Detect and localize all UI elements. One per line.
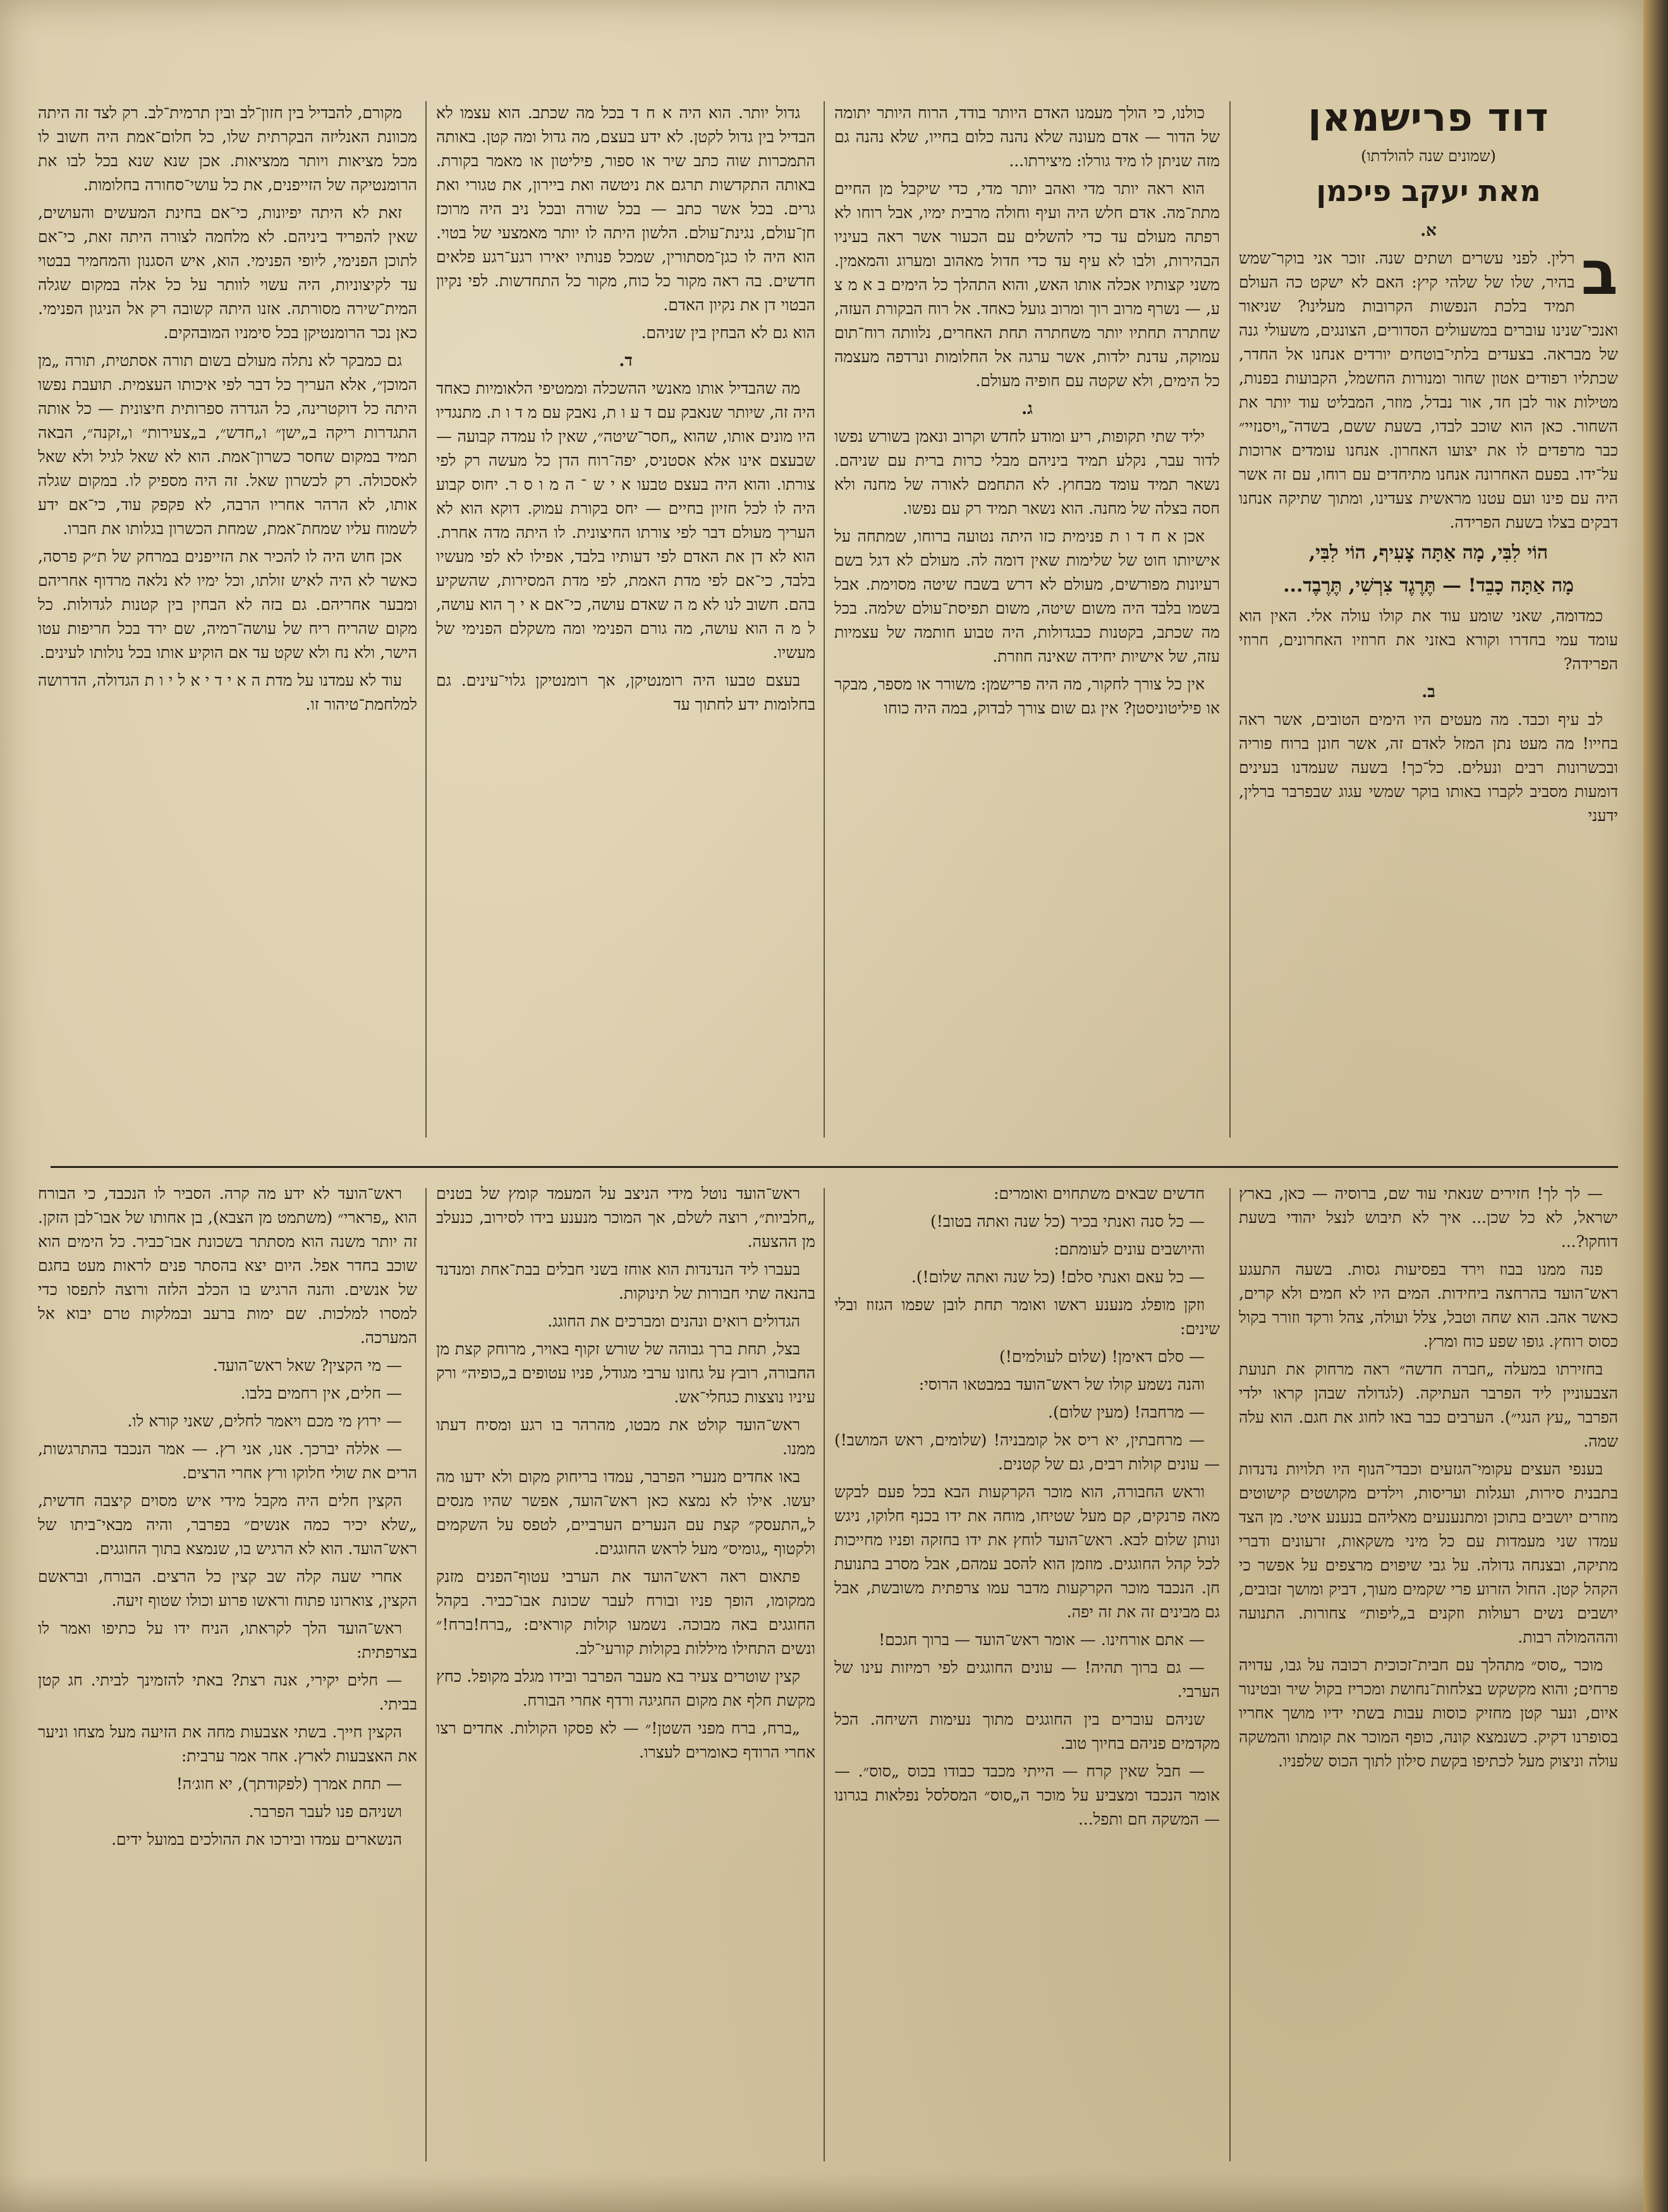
column-rule [425, 1188, 427, 2161]
paragraph: — מרחבתין, יא ריס אל קומבניה! (שלומים, ראש המושב!) — עונים קולות רבים, גם של קטנים. [834, 1431, 1220, 1473]
column-4 [38, 101, 417, 1150]
paragraph: הקצין חייך. בשתי אצבעות מחה את הזיעה מעל מצחו וניער את האצבעות לארץ. אחר אמר ערבית: [38, 1723, 417, 1765]
section-heading: ג. [1021, 399, 1033, 418]
paragraph: אכן א ח ד ו ת פנימית כזו היתה נטועה ברוחו, שמתחה על אישיותו חוט של שלימות שאין דומה לה. מעולם לא דגל בשם רעיונות מפורשים, מעולם לא דרש בשבח שיטה מסוימת. אבל בשמו בלבד היה משום שיטה, משום תפיסת־עולם שלמה. בכל מה שכתב, בקטנות כבגדולות, היה טבוע חותמה של עצמיות עזה, של אישיות יחידה שאינה חוזרת. [834, 527, 1220, 665]
paragraph: — כל עאם ואנתי סלם! (כל שנה ואתה שלום!). [911, 1268, 1205, 1286]
paragraph: פתאום ראה ראש־הועד את הערבי עטוף־הפנים מזנק ממקומו, הופך פניו ובורח לעבר שכונת אבו־כביר. בקהל החוגגים באה מבוכה. נשמעו קולות קוראים: „ברח!ברח!״ ונשים התחילו מיללות בקולות קורעי־לב. [436, 1567, 815, 1658]
column-rule [824, 101, 825, 1138]
paragraph: ראש־הועד נוטל מידי הניצב על המעמד קומץ של בטנים „חלביות״, רוצה לשלם, אך המוכר מנענע בידו לסירוב, כנעלב מן ההצעה. [436, 1184, 815, 1251]
lower-column-3 [436, 1182, 815, 2168]
paragraph: „ברח, ברח מפני השטן!״ — לא פסקו הקולות. אחדים רצו אחרי הרודף כאומרים לעצרו. [436, 1719, 815, 1761]
column-rule [1229, 101, 1231, 1138]
paragraph: וראש החבורה, הוא מוכר הקרקעות הבא בכל פעם לבקש מאה פרנקים, קם מעל שטיחו, מוחה את ידו בכנף חלוקו, ניגש ונותן שלום לבא. ראש־הועד לוחץ את ידו בחזקה ופניו מחייכות לכל קהל החוגגים. מוזמן הוא להסב עמהם, אבל מסרב בתנועת חן. הנכבד מוכר הקרקעות מדבר עמו צרפתית משובשת, אבל גם מבינים זה את זה יפה. [834, 1483, 1220, 1621]
paragraph: בענפי העצים עקומי־הגזעים וכבדי־הנוף היו תלויות נדנדות בתבנית סירות, ועגלות ועריסות, וילדים מקושטים קישוטים מוזרים יושבים בתוכן ומתנענעים מאליהם בנענע איטי. מן הצד עמדו שני מעמדות עם כל מיני משקאות, זרעונים ודברי מתיקה, ובצנחה גדולה. על גבי שיפוים מרצפים על אפשר כי הקהל קטן. החול הזרוע פרי שקמים מעוך, דביק ומושך זבובים, יושבים נשים רעולות וזקנים ב„ליפות״ צחורות. התנועה והההמולה רבות. [1239, 1460, 1618, 1646]
column-rule [1229, 1188, 1231, 2161]
paragraph: ושניהם פנו לעבר הפרבר. [248, 1802, 402, 1821]
paragraph: ראש־הועד לא ידע מה קרה. הסביר לו הנכבד, כי הבורח הוא „פרארי״ (משתמט מן הצבא), בן אחותו של אבו־לבן הזקן. זה יותר משנה הוא מסתתר בשכונת אבו־כביר. כל הימים הוא שוכב בחדר אפל. היום יצא בהסתר פנים לראות מעט בחגם של אנשים. והנה הרגיש בו הכלב הלזה ורוצה לתפסו כדי למסרו למלכות. שם ימות ברעב ובמלקות טרם יבוא אל המערכה. [38, 1184, 417, 1347]
lower-column-2 [834, 1182, 1220, 2168]
article-author: מאת יעקב פיכמן [1316, 174, 1541, 208]
paragraph: והנה נשמע קולו של ראש־הועד במבטאו הרוסי: [918, 1375, 1205, 1394]
section-heading: ד. [619, 351, 633, 370]
paragraph: בעברו ליד הנדנדות הוא אוחז בשני חבלים בבת־אחת ומנדנד בהנאה שתי חבורות של תינוקות. [436, 1260, 815, 1303]
paragraph [1239, 238, 1618, 535]
section-divider [51, 1166, 1618, 1168]
verse-line: הוֹי לִבִּי, מָה אַתָּה צָעִיף, הוֹי לִבִּי, [1308, 542, 1549, 564]
lower-column-4 [38, 1182, 417, 2168]
section-heading: א. [1420, 221, 1437, 240]
paragraph: — תחת אמרך (לפקודתך), יא חוג׳ה! [176, 1775, 402, 1793]
lower-column-1 [1239, 1182, 1618, 2168]
article-title: דוד פרישמאן [1308, 95, 1549, 140]
section-heading: ב. [1421, 683, 1435, 702]
column-rule [824, 1188, 825, 2161]
paragraph: שניהם עוברים בין החוגגים מתוך נעימות השיחה. הכל מקדמים פניהם בחיוך טוב. [834, 1710, 1220, 1753]
paragraph: הוא ראה יותר מדי ואהב יותר מדי, כדי שיקבל מן החיים מתת־מה. אדם חלש היה ועיף וחולה מרבית ימיו, אבל רוחו לא רפתה מעולם עד כדי להשלים עם הכעור אשר ראה בעיניו הבהירות, ולבו לא עיף עד כדי חדול מאהוב ומערוג והמאמין. משני קצותיו אכלה אותו האש, והוא התהלך כל הימים ב א מ צ ע, — נשרף מרוב רוך ומרוב גועל כאחד. אל רוח הבקורת העזה, שחתרה תחתיו יותר משחתרה תחת האחרים, נלוותה רוח־תום עמוקה, עדנת ילדות, אשר ערגה אל החלומות ונרדפה מעצמה כל הימים, ולא שקטה עם חופיה מעולם. [834, 179, 1220, 390]
paragraph: פנה ממנו בבוז וירד בפסיעות גסות. בשעה התעגע ראש־הועד בהרחצה ביחידות. המים היו לא חמים ולא קרים, כאשר אהב. הוא שחה וטבל, צלל ועולה, צהל ורקד וזורר בקול כסוס רוחץ. גופו שפע כוח ומרץ. [1239, 1260, 1618, 1351]
column-1 [1239, 95, 1618, 1150]
paragraph: — גם ברוך תהיה! — עונים החוגגים לפי רמיזות עינו של הערבי. [834, 1658, 1220, 1701]
paragraph: חדשים שבאים משתחוים ואומרים: [993, 1184, 1205, 1203]
paragraph: כמדומה, שאני שומע עוד את קולו עולה אלי. האין הוא עומד עמי בחדרו וקורא באזני את חרוזיו האחרונים, חרוזי הפרידה? [1239, 607, 1618, 673]
paragraph: אחרי שעה קלה שב קצין כל הרצים. הבורח, ובראשם הקצין, צוארונו פתוח וראשו פרוע וכולו שטוף זיעה. [38, 1567, 417, 1610]
paragraph: עוד לא עמדנו על מדת ה א י ד י א ל י ו ת הגדולה, הדרושה למלחמת־טיהור זו. [38, 671, 417, 714]
paragraph: — מי הקצין? שאל ראש־הועד. [212, 1356, 402, 1375]
paragraph: ראש־הועד הלך לקראתו, הניח ידו על כתיפו ואמר לו בצרפתית: [38, 1619, 417, 1662]
paragraph: — מרחבה! (מעין שלום). [1048, 1403, 1205, 1421]
paragraph: מקורם, להבדיל בין חזון־לב ובין תרמית־לב. רק לצד זה היתה מכוונת האנליזה הבקרתית שלו, כל חלום־אמת היה חשוב לו מכל מציאות ויותר ממציאות. אכן שנא שנא בכל לבו את הרומנטיקה של הזייפנים, את כל עושי־סחורה בחלומות. [38, 104, 417, 194]
paragraph: הגדולים רואים ונהנים ומברכים את החוגג. [547, 1312, 800, 1330]
paragraph: גם כמבקר לא נתלה מעולם בשום תורה אסתטית, תורה „מן המוכן״, אלא העריך כל דבר לפי איכותו העצמית. תועבת נפשו היתה כל דוקטרינה, כל הגדרה ספרותית חיצונית — כל אותה התגדרות ריקה ב„ישן״ ו„חדש״, ב„צעירות״ ו„זקנה״, הבאה תמיד במקום שחסר כשרון־אמת. הוא לא שאל לגיל ולא שאל לאסכולה. רק לכשרון שאל. זה היה מספיק לו. במקום שגלה אותו, לא הרהר אחריו הרבה, לא פקפק עוד, כי־אם ידע לשמוח עליו שמחת־אמת, שמחת הכשרון בגלותו את חברו. [38, 351, 417, 538]
paragraph: — סלם דאימן! (שלום לעולמים!) [999, 1347, 1205, 1366]
paragraph: — חלים יקירי, אנה רצת? באתי להזמינך לביתי. חג קטן בביתי. [38, 1671, 417, 1713]
paragraph: — חלים, אין רחמים בלבו. [240, 1384, 402, 1402]
paragraph: — אתם אורחינו. — אומר ראש־הועד — ברוך חגכם! [879, 1631, 1205, 1649]
paragraph: יליד שתי תקופות, ריע ומודע לחדש וקרוב ונאמן בשורש נפשו לדור עבר, נקלע תמיד ביניהם מבלי כרות ברית עם שניהם. נשאר תמיד עומד מבחוץ. לא התחמם לאורה של מחנה ולא חסה בצלה של מחנה. הוא נשאר תמיד רק עם נפשו. [834, 427, 1220, 518]
paragraph: והיושבים עונים לעומתם: [1054, 1240, 1205, 1258]
drop-cap: ב [1581, 238, 1618, 308]
paragraph: זאת לא היתה יפיונות, כי־אם בחינת המעשים והעושים, שאין להפריד ביניהם. לא מלחמה לצורה היתה זאת, כי־אם לתוכן הפנימי, ליופי הפנימי. הוא, איש הסגנון והמחמיר בבטוי עד לקיצוניות, היה עשוי לוותר על כל אלה במקום שגלה המית־שירה מסורתה. אזנו היתה קשובה רק אל הניגון הפנימי. כאן נכר הרומנטיקן בכל סימניו המובהקים. [38, 204, 417, 342]
paragraph: גדול יותר. הוא היה א ח ד בכל מה שכתב. הוא עצמו לא הבדיל בין גדול לקטן. לא ידע בעצם, מה גדול ומה קטן. באותה התמכרות שוה כתב שיר או ספור, פיליטון או מאמר בקורת. באותה התקדשות תרגם את ניטשה ואת ביירון, את טגורי ואת גרים. בכל אשר כתב — בכל שורה ובכל ניב היה מרוכז חן־עולם, נגינת־עולם. הלשון היתה לו יותר מאמצעי של בטוי. הוא היה לו כגן־מסתורין, שמכל פנותיו יאירו רגע־רגע פלאים חדשים. בה ראה מקור כל כוח, מקור כל התחדשות. לפי נקיון הבטוי דן את נקיון האדם. [436, 104, 815, 314]
paragraph: — לך לך! חזירים שנאתי עוד שם, ברוסיה — כאן, בארץ ישראל, לא כל שכן... איך לא תיבוש לנצל יהודי בשעת דוחקו?... [1239, 1184, 1618, 1251]
column-3 [436, 101, 815, 1150]
paragraph: וזקן מופלג מנענע ראשו ואומר תחת לובן שפמו הגזוז ובלי שינים: [834, 1296, 1220, 1338]
paragraph: בעצם טבעו היה רומנטיקן, אך רומנטיקן גלוי־עינים. גם בחלומות ידע לחתוך עד [436, 671, 815, 714]
paragraph-text: רלין. לפני עשרים ושתים שנה. זוכר אני בוקר־שמש בהיר, שלו של שלהי קיץ: האם לא ישקט כה העולם תמיד בלכת הנפשות הקרובות מעלינו? שניאור ואנכי־שנינו עוברים במשעולים הסדורים, הצונגים, משעולי גנה של מבראה. בצעדים בלתי־בוטחים יורדים אנחנו אל החדר, שכתליו רפודים אטון שחור ומנורות החשמל, הקבועות בפנות, מטילות אור לבן חד, אור נבדל, מוזר, המבליט עוד יותר את השחור. כאן הוא שוכב לבדו, בשעת ששם, בשדה־„ויסנזיי״ כבר מרפדים לו את יצועו האחרון. אנחנו עומדים ארוכות על־ידו. בפעם האחרונה אנחנו מתיחדים עם רוחו, עם זה אשר היה עם פינו ועם עטנו מראשית צעדינו, ומתוך שתיקה אנחנו דבקים בצלו בשעת הפרידה. [1239, 249, 1618, 532]
paragraph: — חבל שאין קרח — הייתי מכבד כבודו בכוס „סוס״. — אומר הנכבד ומצביע על מוכר ה„סוס״ המסלסל נפלאות בגרונו — המשקה חם ותפל... [834, 1762, 1220, 1828]
paragraph: קצין שוטרים צעיר בא מעבר הפרבר ובידו מגלב מקופל. כחץ מקשת חלף את מקום החגיגה ורדף אחרי הבורח. [436, 1667, 815, 1710]
column-2 [834, 101, 1220, 1150]
paragraph: ראש־הועד קולט את מבטו, מהרהר בו רגע ומסיח דעתו ממנו. [436, 1416, 815, 1458]
paragraph: אכן חוש היה לו להכיר את הזייפנים במרחק של ת״ק פרסה, כאשר לא היה לאיש זולתו, וכל ימיו לא נלאה מרדוף אחריהם ומבער אחריהם. גם בזה לא הבחין בין קטנות לגדולות. כל מקום שהריח ריח של עושה־רמיה, שם ירד בכל חריפות עטו הישר, ולא נח ולא שקט עד אם הוקיע אותו בכל נולותו לעינים. [38, 547, 417, 662]
paragraph: בחזירתו במעלה „חברה חדשה״ ראה מרחוק את תנועת הצבעוניין ליד הפרבר העתיקה. (לגדולה שבהן קראו ילדי הפרבר „עץ הנגי״). הערבים כבר באו לחוג את חגם. הוא עלה שמה. [1239, 1360, 1618, 1450]
article-subtitle: (שמונים שנה להולדתו) [1361, 147, 1496, 165]
verse-line: מָה אַתָּה כָבֵד! — תֶּרֶגֶד צִרְשִׁי, תֶּרֶבֶד... [1283, 574, 1574, 597]
paragraph: — ירוץ מי מכם ויאמר לחלים, שאני קורא לו. [127, 1412, 402, 1430]
paragraph: — כל סנה ואנתי בכיר (כל שנה ואתה בטוב!) [930, 1212, 1205, 1231]
paragraph: הנשארים עמדו ובירכו את ההולכים במועל ידים. [111, 1830, 402, 1849]
paragraph: הוא גם לא הבחין בין שניהם. [641, 324, 815, 342]
paragraph: באו אחדים מנערי הפרבר, עמדו בריחוק מקום ולא ידעו מה יעשו. אילו לא נמצא כאן ראש־הועד, אפשר שהיו מנסים ל„התעסק״ קצת עם הנערים הערביים, לטפס על השקמים ולקטוף „גומיס״ מעל לראש החוגגים. [436, 1468, 815, 1558]
paragraph: מוכר „סוס״ מתהלך עם חבית־זכוכית רכובה על גבו, עדויה פרחים; והוא מקשקש בצלחות־נחושת ומכריז בקול שיר ובטינור איום, ונער קטן מחזיק כוסות עבות בשתי ידיו מושך אחריו בסופרנו דקיק. כשנמצא קונה, כופף המוכר את קומתו והמשקה עולה וניצוק מעל לכתיפו בקשת סילון לתוך הכוס שלפניו. [1239, 1656, 1618, 1770]
paragraph: אין כל צורך לחקור, מה היה פרישמן: משורר או מספר, מבקר או פיליטוניסטן? אין גם שום צורך לבדוק, במה היה כוחו [834, 675, 1220, 717]
paragraph: מה שהבדיל אותו מאנשי ההשכלה וממטיפי הלאומיות כאחד היה זה, שיותר שנאבק עם ד ע ו ת, נאבק עם מ ד ו ת. מתנגדיו היו מונים אותו, שהוא „חסר־שיטה״, שאין לו עמדה קבועה — שבעצם אינו אלא אסטניס, יפה־רוח הדן כל מעשה רק לפי צורתו. והוא היה בעצם טבעו א י ש ־ ה מ ו ס ר. יחוס קבוע היה לו לכל חזיון בחיים — יחס בקורת עמוק. דוקא הוא לא העריך מעולם דבר לפי צורתו החיצונית. לו היתה מדה אחרת. הוא לא דן את האדם לפי דעותיו בלבד, אפילו לא לפי מעשיו בלבד, כי־אם לפי מדת האמת, לפי מדת המסירות, שהשקיע בהם. חשוב לנו לא מ ה שאדם עושה, כי־אם א י ך הוא עושה, ל מ ה הוא עושה, מה גורם הפנימי ומה משקלם הפנימי של מעשיו. [436, 379, 815, 662]
paragraph: כולנו, כי הולך מעמנו האדם היותר בודד, הרוח היותר יתומה של הדור — אדם מעונה שלא נהנה כלום בחייו, שלא נהנה גם מזה שניתן לו מיד גורלו: מיצירתו... [834, 104, 1220, 170]
paragraph: בצל, תחת ברך גבוהה של שורש זקוף באויר, מרוחק קצת מן החבורה, רובץ על גחונו ערבי מגודל, פניו עטופים ב„כופיה״ ורק עיניו נוצצות כגחלי־אש. [436, 1340, 815, 1406]
paragraph: לב עיף וכבד. מה מעטים היו הימים הטובים, אשר ראה בחייו! מה מעט נתן המזל לאדם זה, אשר חונן ברוח פוריה ובכשרונות רבים ונעלים. כל־כך! בשעה שעמדנו בעינים דומעות מסביב לקברו באותו בוקר שמשי עגוג שבפרבר ברלין, ידעני [1239, 710, 1618, 825]
paragraph: — אללה יברכך. אנו, אני רץ. — אמר הנכבד בהתרגשות, הרים את שולי חלוקו ורץ אחרי הרצים. [38, 1440, 417, 1482]
page-edge-shadow [1643, 0, 1668, 2212]
column-rule [425, 101, 427, 1138]
page-bottom-shadow [0, 2174, 1643, 2212]
paragraph: הקצין חלים היה מקבל מידי איש מסוים קיצבה חדשית, „שלא יכיר כמה אנשים״ בפרבר, והיה מבאי־ביתו של ראש־הועד. הוא לא הרגיש בו, שנמצא בתוך החוגגים. [38, 1492, 417, 1558]
